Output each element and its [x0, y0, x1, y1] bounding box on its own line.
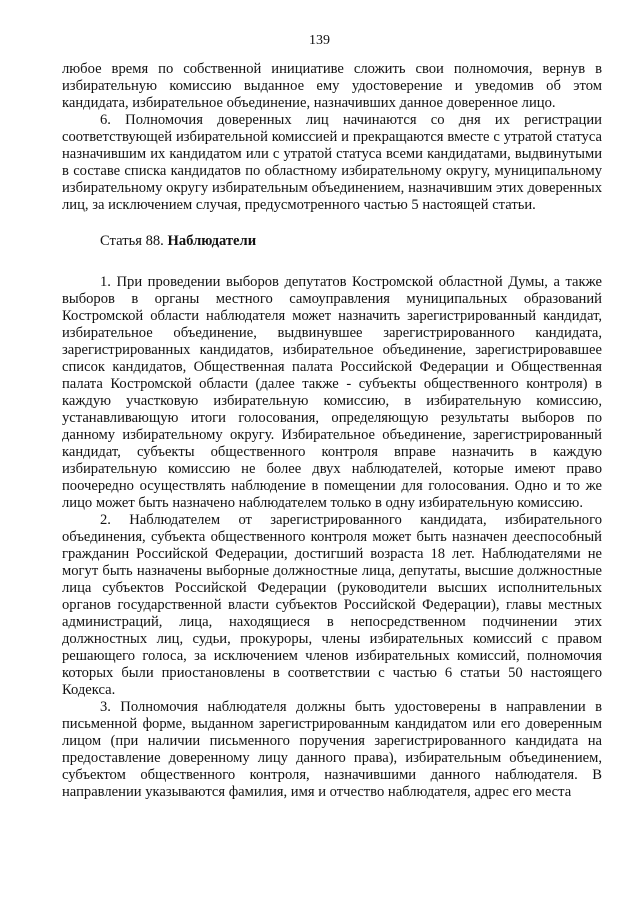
- paragraph-2: 2. Наблюдателем от зарегистрированного кандидата, избирательного объединения, субъекта общественного контроля может быть назначен дееспособный гражданин Российской Федерации, достигший возраста 18 лет. Наблюдателями не могут быть назначены выборные должностные лица, депутаты, высшие должностные лица субъектов Российской Федерации (руководители высших исполнительных органов государственной власти субъектов Российской Федерации), главы местных администраций, лица, находящиеся в непосредственном подчинении этих должностных лиц, судьи, прокуроры, члены избирательных комиссий с правом решающего голоса, за исключением членов избирательных комиссий, полномочия которых были приостановлены в соответствии с частью 6 статьи 50 настоящего Кодекса.: [62, 512, 602, 698]
- page-number: 139: [309, 33, 330, 48]
- paragraph-3: 3. Полномочия наблюдателя должны быть удостоверены в направлении в письменной форме, выданном зарегистрированным кандидатом или его доверенным лицом (при наличии письменного поручения зарегистрированного кандидата на предоставление доверенному лицу данного права), избирательным объединением, субъектом общественного контроля, назначившими данного наблюдателя. В направлении указываются фамилия, имя и отчество наблюдателя, адрес его места: [62, 699, 602, 800]
- paragraph-1: 1. При проведении выборов депутатов Костромской областной Думы, а также выборов в органы местного самоуправления муниципальных образований Костромской области наблюдателя может назначить зарегистрированный кандидат, избирательное объединение, выдвинувшее зарегистрированного кандидата, зарегистрированных кандидатов, избирательное объединение, зарегистрировавшее список кандидатов, Общественная палата Российской Федерации и Общественная палата Костромской области (далее также - субъекты общественного контроля) в каждую участковую избирательную комиссию, в избирательную комиссию, устанавливающую итоги голосования, определяющую результаты выборов по данному избирательному округу. Избирательное объединение, зарегистрированный кандидат, субъекты общественного контроля вправе назначить в каждую избирательную комиссию не более двух наблюдателей, которые имеют право поочередно осуществлять наблюдение в помещении для голосования. Одно и то же лицо может быть назначено наблюдателем только в одну избирательную комиссию.: [62, 274, 602, 511]
- paragraph-6: 6. Полномочия доверенных лиц начинаются со дня их регистрации соответствующей избирательной комиссией и прекращаются вместе с утратой статуса назначившим их кандидатом или с утратой статуса всеми кандидатами, выдвинутыми в составе списка кандидатов по областному избирательному округу, муниципальному избирательному округу избирательным объединением, назначившим этих доверенных лиц, за исключением случая, предусмотренного частью 5 настоящей статьи.: [62, 112, 602, 213]
- article-heading: [62, 214, 602, 274]
- document-body: [62, 61, 602, 801]
- article-title: Наблюдатели: [167, 233, 257, 249]
- article-number: Статья 88.: [100, 233, 168, 249]
- paragraph-continuation: любое время по собственной инициативе сложить свои полномочия, вернув в избирательную комиссию выданное ему удостоверение и уведомив об этом кандидата, избирательное объединение, назначивших данное доверенное лицо.: [62, 61, 602, 111]
